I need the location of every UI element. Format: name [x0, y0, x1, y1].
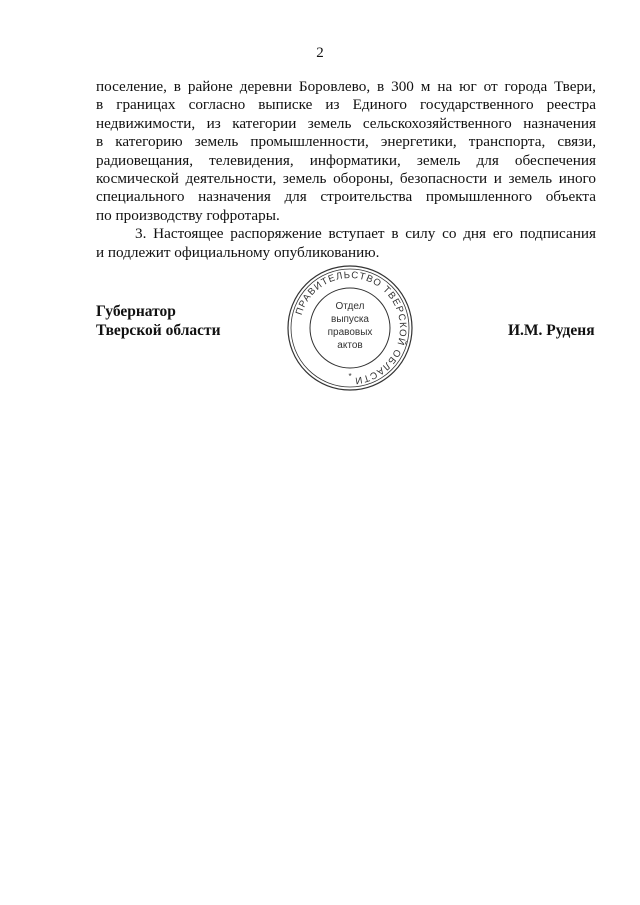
word: для — [284, 188, 307, 206]
word: космической — [96, 169, 179, 187]
signatory-title-line-1: Губернатор — [96, 303, 176, 320]
text-line — [96, 96, 596, 114]
word: распоряжение — [230, 225, 322, 243]
word: иного — [558, 169, 596, 187]
word: вступает — [328, 225, 385, 243]
word: Боровлево, — [298, 78, 371, 95]
word: Твери, — [554, 78, 596, 95]
word: телевидения, — [209, 151, 294, 169]
word: выписке — [258, 96, 313, 114]
paragraph-3-line-1 — [96, 225, 596, 243]
signatory-name: И.М. Руденя — [508, 322, 595, 339]
word: земель — [282, 169, 327, 187]
word: промышленности, — [250, 133, 369, 151]
word: в — [173, 78, 181, 95]
word: обороны, — [333, 169, 394, 187]
word: со — [442, 225, 457, 243]
stamp-center-line-2: выпуска — [331, 314, 369, 325]
word: промышленного — [425, 188, 533, 206]
word: силу — [405, 225, 436, 243]
word: связи, — [557, 133, 596, 151]
word: Единого — [352, 96, 407, 114]
word: Настоящее — [153, 225, 224, 243]
word: категорию — [115, 133, 183, 151]
word: объекта — [545, 188, 596, 206]
word: обеспечения — [514, 151, 596, 169]
text-line-last: по производству гофротары. — [96, 206, 280, 224]
word: государственного — [420, 96, 534, 114]
word: земель — [194, 133, 239, 151]
word: и — [493, 169, 502, 187]
word: деятельности, — [185, 169, 277, 187]
word: дня — [463, 225, 487, 243]
signatory-title — [96, 302, 221, 340]
word: подписания — [519, 225, 596, 243]
word: безопасности — [399, 169, 488, 187]
stamp-center-line-1: Отдел — [335, 301, 365, 312]
stamp-center-line-4: актов — [337, 340, 363, 351]
stamp-star: * — [348, 372, 352, 381]
word: 3. — [135, 225, 147, 243]
word: реестра — [546, 96, 596, 114]
word: в — [377, 78, 385, 95]
word: его — [492, 225, 513, 243]
word: назначения — [523, 114, 596, 132]
word: согласно — [188, 96, 246, 114]
word: недвижимости, — [96, 114, 196, 132]
word: земель — [307, 114, 352, 132]
stamp-ring-text: ПРАВИТЕЛЬСТВО ТВЕРСКОЙ ОБЛАСТИ — [293, 269, 409, 386]
text-line — [96, 133, 596, 151]
word: в — [96, 96, 104, 114]
word: радиовещания, — [96, 151, 194, 169]
word: районе — [187, 78, 233, 95]
text-line — [96, 152, 596, 170]
document-body — [96, 78, 596, 262]
word: назначения — [198, 188, 271, 206]
word: 300 — [391, 78, 414, 95]
stamp-center-line-3: правовых — [327, 327, 373, 338]
word: в — [96, 133, 104, 151]
official-stamp — [286, 264, 414, 392]
text-line — [96, 115, 596, 133]
word: из — [206, 114, 221, 132]
text-line — [96, 78, 596, 96]
text-line — [96, 188, 596, 206]
word: юг — [459, 78, 477, 95]
word: транспорта, — [468, 133, 546, 151]
word: специального — [96, 188, 185, 206]
word: поселение, — [96, 78, 167, 95]
word: от — [483, 78, 498, 95]
word: на — [437, 78, 453, 95]
word: города — [504, 78, 548, 95]
signatory-title-line-2: Тверской области — [96, 322, 221, 339]
word: земель — [416, 151, 461, 169]
paragraph-3-line-2: и подлежит официальному опубликованию. — [96, 243, 380, 261]
word: границах — [116, 96, 176, 114]
text-line — [96, 170, 596, 188]
word: сельскохозяйственного — [362, 114, 512, 132]
word: категории — [232, 114, 297, 132]
page-number: 2 — [316, 45, 324, 61]
word: энергетики, — [380, 133, 457, 151]
word: из — [325, 96, 340, 114]
word: строительства — [320, 188, 413, 206]
word: для — [476, 151, 499, 169]
word: в — [391, 225, 399, 243]
word: информатики, — [309, 151, 401, 169]
word: земель — [508, 169, 553, 187]
word: деревни — [239, 78, 292, 95]
word: м — [420, 78, 431, 95]
